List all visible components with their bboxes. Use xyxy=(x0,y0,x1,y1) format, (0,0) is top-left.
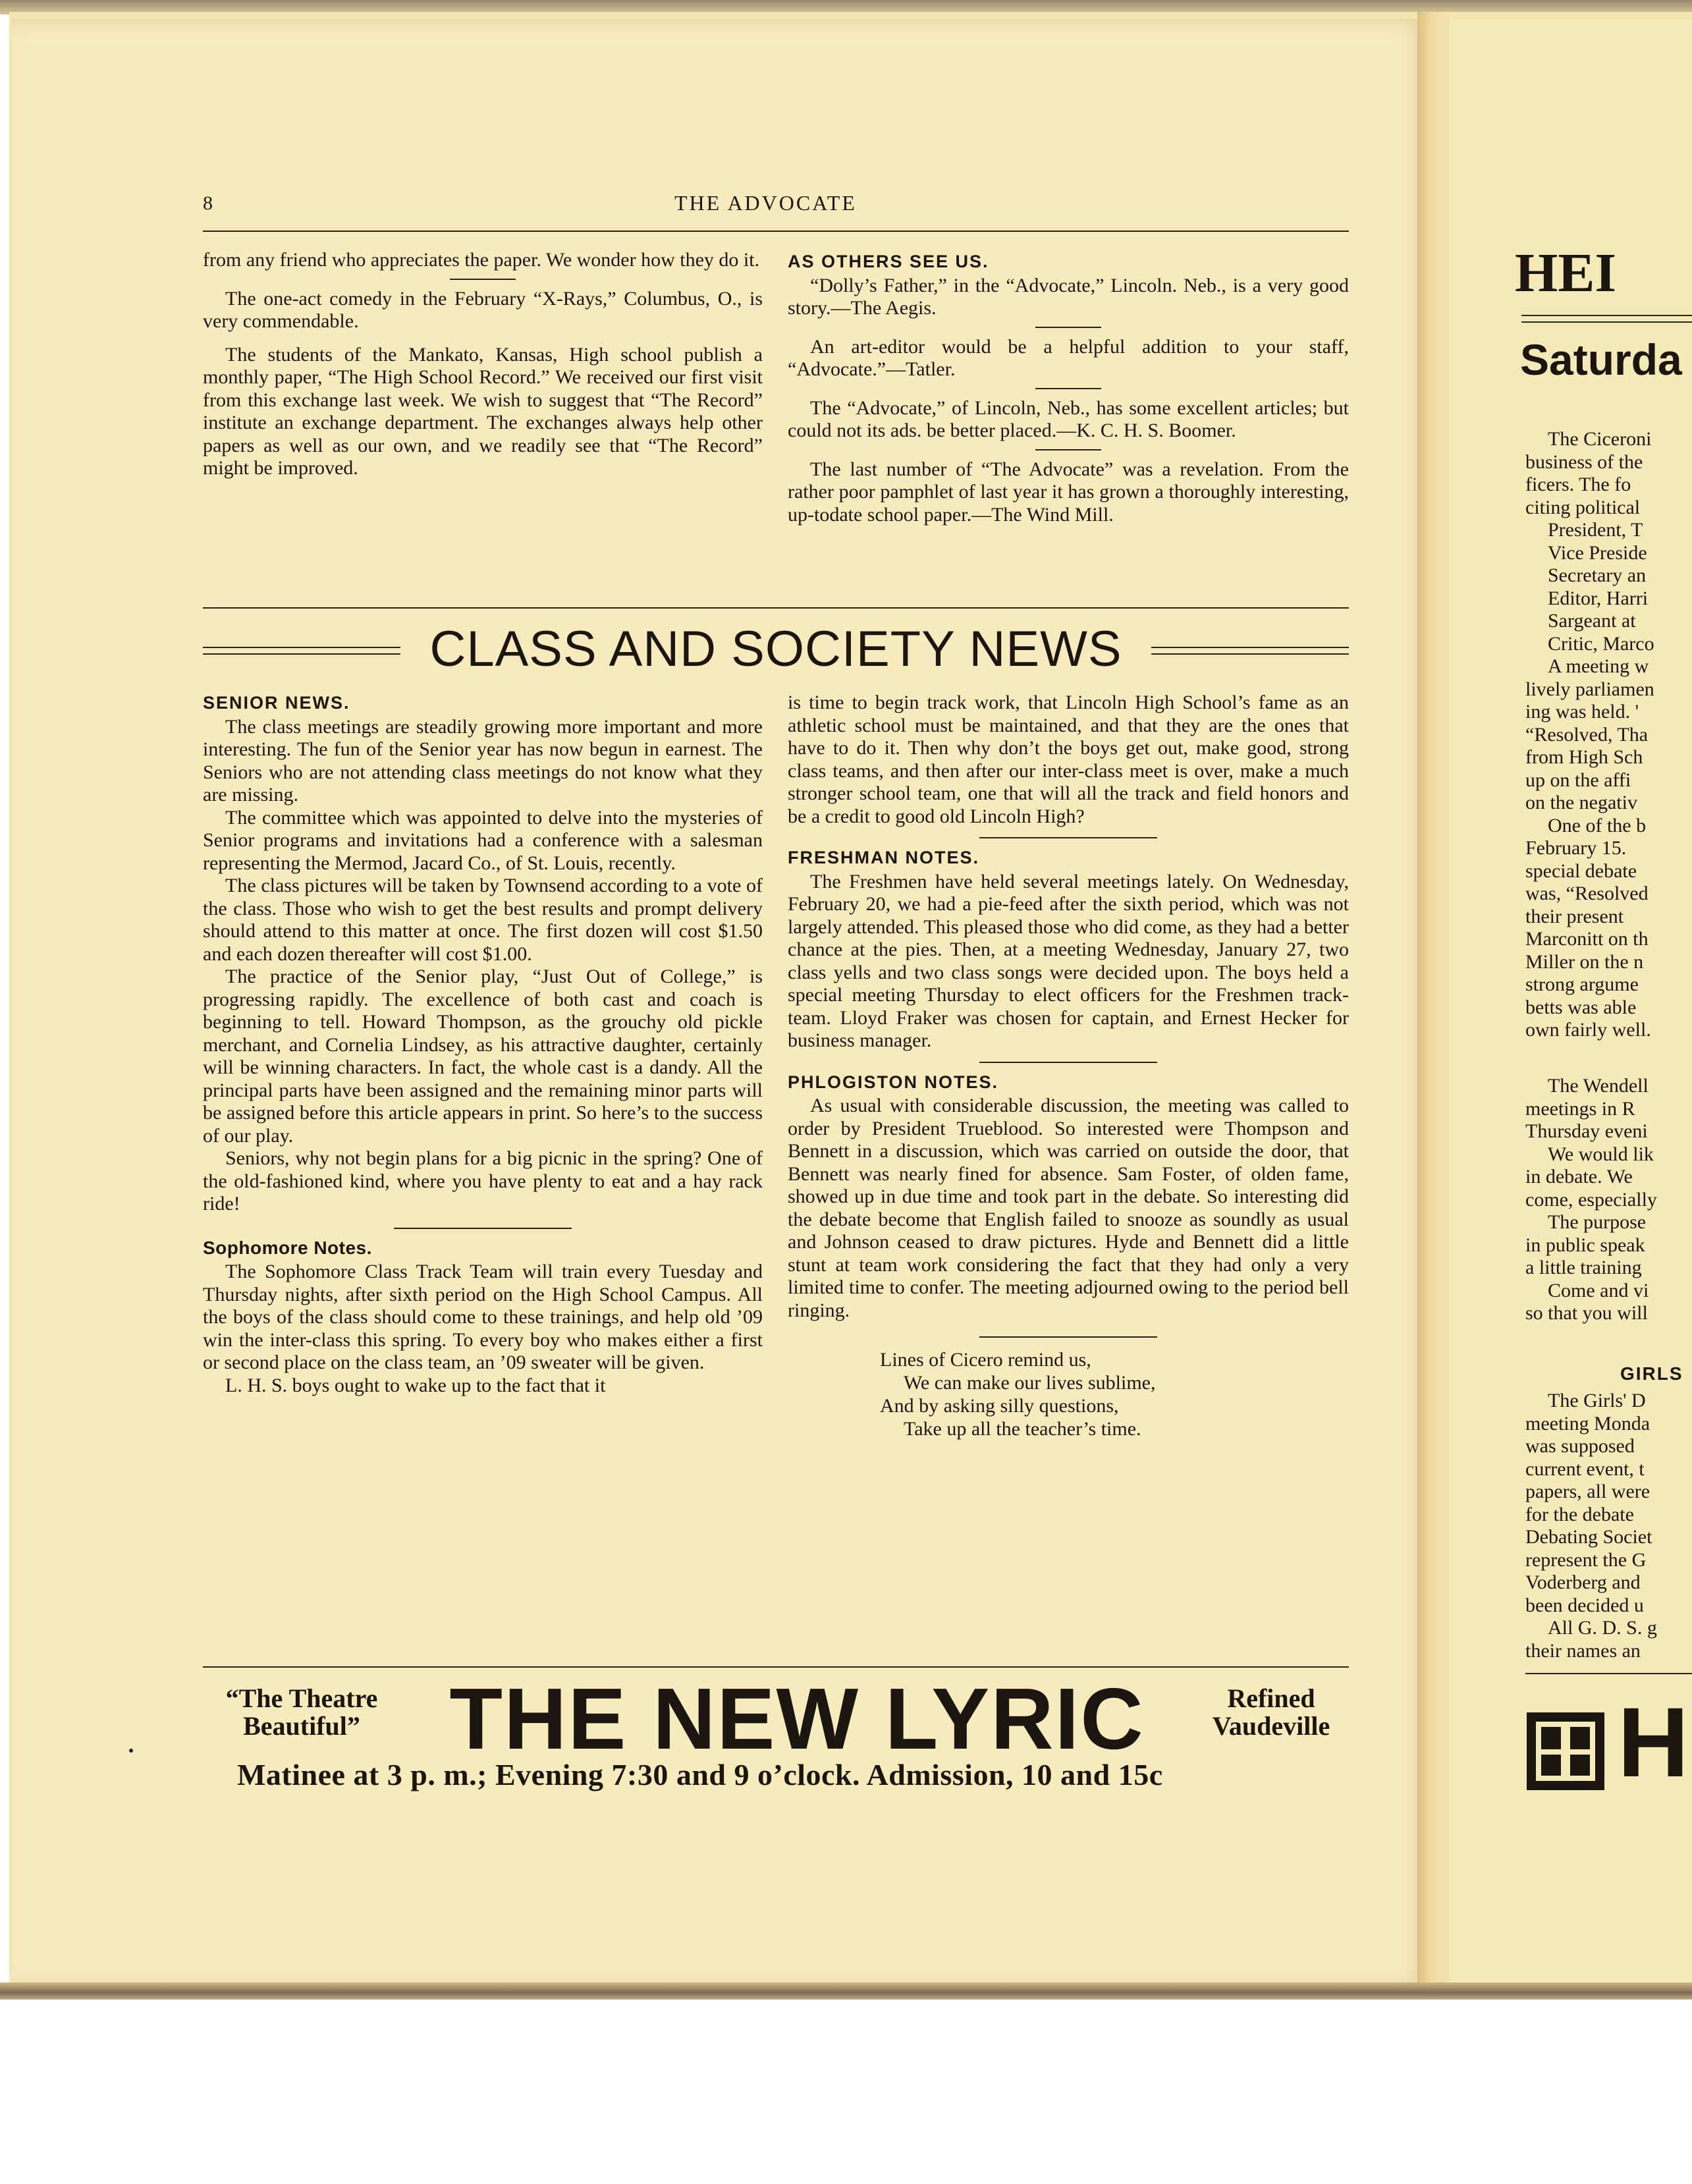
facing-line: been decided u xyxy=(1525,1594,1644,1616)
as-others-see-us-column xyxy=(788,246,1349,526)
header-rule xyxy=(203,231,1349,232)
facing-line: February 15. xyxy=(1525,837,1627,859)
facing-line: ing was held. ' xyxy=(1525,701,1639,723)
facing-line: business of the xyxy=(1525,450,1643,473)
exchange-paragraph: The students of the Mankato, Kansas, High school publish a monthly paper, “The High School Record.” We received our first visit from this exchange last week. We wish to suggest that “The Record” institute an exchange department. The exchanges always help other papers as well as our own, and we readily see that “The Record” might be improved. xyxy=(203,343,763,479)
facing-line: citing political xyxy=(1525,496,1641,518)
facing-line: come, especially xyxy=(1525,1188,1657,1211)
review-paragraph: The last number of “The Advocate” was a revelation. From the rather poor pamphlet of last year it has grown a thoroughly interesting, up-todate school paper.—The Wind Mill. xyxy=(788,458,1349,526)
facing-line: up on the affi xyxy=(1525,769,1631,791)
senior-paragraph: The class pictures will be taken by Townsend according to a vote of the class. Those who wish to get the best results and prompt delivery should attend to this matter at once. The first dozen will cost $1.50 and each dozen thereafter will cost $1.00. xyxy=(203,875,763,965)
facing-page-heading: HEI xyxy=(1515,242,1617,304)
ad-showtimes: Matinee at 3 p. m.; Evening 7:30 and 9 o’clock. Admission, 10 and 15c xyxy=(237,1758,1163,1791)
facing-column-b xyxy=(1525,1075,1657,1325)
facing-line: their names an xyxy=(1525,1639,1641,1662)
facing-line: was, “Resolved xyxy=(1525,883,1649,904)
review-paragraph: “Dolly’s Father,” in the “Advocate,” Lincoln. Neb., is a very good story.—The Aegis. xyxy=(788,274,1349,319)
ad-tagline-left xyxy=(203,1685,400,1740)
senior-news-heading: SENIOR NEWS. xyxy=(203,693,350,713)
page-gutter xyxy=(1417,12,1450,1994)
facing-line: from High Sch xyxy=(1525,746,1643,768)
facing-page xyxy=(1449,20,1692,1986)
facing-page-subheading: Saturda xyxy=(1520,335,1682,384)
facing-line: Critic, Marco xyxy=(1548,632,1654,655)
ad-tagline-right xyxy=(1193,1685,1349,1740)
poem-line: We can make our lives sublime, xyxy=(904,1372,1156,1394)
separator xyxy=(979,837,1157,838)
running-head: THE ADVOCATE xyxy=(674,191,857,215)
facing-line: The purpose xyxy=(1548,1211,1647,1233)
facing-line: Vice Preside xyxy=(1548,541,1647,564)
separator xyxy=(450,279,516,280)
facing-line: The Wendell xyxy=(1548,1075,1649,1097)
separator xyxy=(1035,327,1101,328)
facing-section-heading: GIRLS xyxy=(1620,1363,1683,1384)
ink-speck xyxy=(129,1749,133,1753)
facing-line: own fairly well. xyxy=(1525,1019,1651,1041)
news-column-right xyxy=(788,692,1349,1440)
ad-tagline-line: Beautiful” xyxy=(243,1711,360,1741)
page-number: 8 xyxy=(203,192,213,214)
facing-line: Debating Societ xyxy=(1525,1526,1652,1548)
facing-line: All G. D. S. g xyxy=(1548,1617,1657,1639)
ad-theatre-name: THE NEW LYRIC xyxy=(449,1670,1145,1767)
facing-line: lively parliamen xyxy=(1525,678,1654,700)
ad-tagline-line: Refined xyxy=(1227,1683,1315,1713)
exchange-paragraph: The one-act comedy in the February “X-Rays,” Columbus, O., is very commendable. xyxy=(203,287,763,332)
separator xyxy=(979,1062,1157,1063)
facing-ad-rule xyxy=(1525,1673,1692,1674)
facing-line: Voderberg and xyxy=(1525,1571,1641,1593)
cicero-poem xyxy=(880,1348,1349,1440)
facing-line: in debate. We xyxy=(1525,1166,1633,1188)
facing-line: One of the b xyxy=(1548,814,1647,836)
facing-line: The Ciceroni xyxy=(1548,428,1652,450)
facing-line: ficers. The fo xyxy=(1525,474,1631,495)
phlogiston-notes-heading: PHLOGISTON NOTES. xyxy=(788,1072,999,1092)
ad-tagline-line: Vaudeville xyxy=(1212,1711,1330,1741)
facing-line: Sargeant at xyxy=(1548,610,1636,632)
separator xyxy=(1035,388,1101,389)
facing-line: strong argume xyxy=(1525,973,1639,995)
facing-line: represent the G xyxy=(1525,1548,1647,1571)
class-society-banner xyxy=(203,621,1349,677)
sophomore-paragraph: L. H. S. boys ought to wake up to the fact that it xyxy=(225,1374,606,1396)
facing-line: in public speak xyxy=(1525,1234,1645,1256)
freshman-notes-heading: FRESHMAN NOTES. xyxy=(788,848,980,867)
facing-line: Secretary an xyxy=(1548,564,1647,586)
freshman-paragraph: The Freshmen have held several meetings lately. On Wednesday, February 20, we had a pie-feed after the sixth period, which was not largely attended. This pleased those who did come, as they had a better chance at the pies. Then, at a meeting Wednesday, January 27, two class yells and two class songs were decided upon. The boys held a special meeting Thursday to elect officers for the Freshmen track-team. Lloyd Fraker was chosen for captain, and Ernest Hecker for business manager. xyxy=(788,870,1349,1051)
facing-line: Marconitt on th xyxy=(1525,928,1649,950)
facing-ad-letter: H xyxy=(1618,1687,1689,1797)
facing-rule xyxy=(1521,315,1692,316)
senior-paragraph: The practice of the Senior play, “Just Out of College,” is progressing rapidly. The excellence of both cast and coach is beginning to tell. Howard Thompson, as the grouchy old pickle merchant, and Cornelia Lindsey, as his attractive daughter, certainly will be winning characters. In fact, the whole cast is a dandy. All the principal parts have been assigned and the remaining minor parts will be assigned before this article appears in print. So here’s to the success of our play. xyxy=(203,966,763,1147)
facing-line: on the negativ xyxy=(1525,792,1637,813)
sophomore-paragraph: The Sophomore Class Track Team will train every Tuesday and Thursday nights, after sixth period on the High School Campus. All the boys of the class should come to these trainings, and help old ’09 win the inter-class this spring. To every boy who makes either a first or second place on the class team, an ’09 sweater will be given. xyxy=(203,1261,763,1373)
review-paragraph: The “Advocate,” of Lincoln, Neb., has some excellent articles; but could not its ads. be better placed.—K. C. H. S. Boomer. xyxy=(788,396,1349,441)
facing-line: a little training xyxy=(1525,1257,1642,1278)
review-paragraph: An art-editor would be a helpful addition to your staff, “Advocate.”—Tatler. xyxy=(788,335,1349,380)
separator xyxy=(394,1228,572,1229)
facing-line: President, T xyxy=(1548,519,1643,541)
facing-column-a xyxy=(1525,428,1654,1042)
facing-line: betts was able xyxy=(1525,996,1637,1018)
facing-line: A meeting w xyxy=(1548,655,1649,677)
facing-line: was supposed xyxy=(1525,1435,1635,1457)
facing-line: The Girls' D xyxy=(1548,1390,1646,1411)
separator xyxy=(979,1336,1157,1338)
news-column-left xyxy=(203,688,763,1397)
facing-line: meetings in R xyxy=(1525,1097,1635,1120)
facing-column-c xyxy=(1525,1390,1657,1662)
theatre-logo-icon xyxy=(1527,1712,1604,1790)
exchange-column-left xyxy=(203,249,763,480)
facing-line: for the debate xyxy=(1525,1503,1634,1525)
facing-line: their present xyxy=(1525,905,1624,927)
ad-tagline-line: “The Theatre xyxy=(225,1683,378,1713)
as-others-see-us-heading: AS OTHERS SEE US. xyxy=(788,252,989,271)
facing-line: We would lik xyxy=(1548,1143,1654,1165)
facing-line: meeting Monda xyxy=(1525,1412,1651,1434)
facing-line: Editor, Harri xyxy=(1548,587,1649,609)
facing-line: “Resolved, Tha xyxy=(1525,723,1649,746)
section-rule xyxy=(203,607,1349,609)
exchange-paragraph: from any friend who appreciates the paper. We wonder how they do it. xyxy=(203,249,760,271)
bottom-page-edge xyxy=(0,1982,1692,2000)
separator xyxy=(1035,449,1101,450)
facing-line: current event, t xyxy=(1525,1458,1645,1480)
facing-line: papers, all were xyxy=(1525,1481,1651,1502)
poem-line: And by asking silly questions, xyxy=(880,1395,1119,1417)
facing-line: Come and vi xyxy=(1548,1279,1649,1301)
facing-line: so that you will xyxy=(1525,1302,1648,1324)
poem-line: Take up all the teacher’s time. xyxy=(904,1418,1141,1440)
ad-rule xyxy=(203,1666,1349,1668)
sophomore-notes-heading: Sophomore Notes. xyxy=(203,1237,372,1258)
poem-line: Lines of Cicero remind us, xyxy=(880,1349,1091,1371)
senior-paragraph: The class meetings are steadily growing more important and more interesting. The fun of the Senior year has now begun in earnest. The Seniors who are not attending class meetings do not know what they are missing. xyxy=(203,715,763,805)
facing-line: Miller on the n xyxy=(1525,950,1644,973)
sophomore-continued: is time to begin track work, that Lincoln High School’s fame as an athletic school must be maintained, and that they are the ones that have to do it. Then why don’t the boys get out, make good, strong class teams, and then after our inter-class meet is over, make a much stronger school team, one that will all the track and field honors and be a credit to good old Lincoln High? xyxy=(788,692,1349,827)
senior-paragraph: Seniors, why not begin plans for a big picnic in the spring? One of the old-fashioned kind, where you have plenty to eat and a hay rack ride! xyxy=(203,1147,763,1215)
facing-line: special debate xyxy=(1525,860,1637,882)
phlogiston-paragraph: As usual with considerable discussion, the meeting was called to order by President Trueblood. So interested were Thompson and Bennett in a discussion, which was carried on outside the door, that Bennett was nearly fined for absence. Sam Foster, of olden fame, showed up in due time and took part in the debate. So interesting did the debate become that English failed to snooze as soundly as usual and Johnson ceased to draw pictures. Hyde and Bennett did a little stunt at team work considering the fact that they had only a very limited time to confer. The meeting adjourned owing to the period bell ringing. xyxy=(788,1095,1349,1321)
facing-line: Thursday eveni xyxy=(1525,1120,1648,1142)
senior-paragraph: The committee which was appointed to delve into the mysteries of Senior programs and invitations had a conference with a salesman representing the Mermod, Jacard Co., of St. Louis, recently. xyxy=(203,806,763,874)
facing-rule xyxy=(1521,321,1692,323)
banner-title: CLASS AND SOCIETY NEWS xyxy=(429,621,1122,677)
